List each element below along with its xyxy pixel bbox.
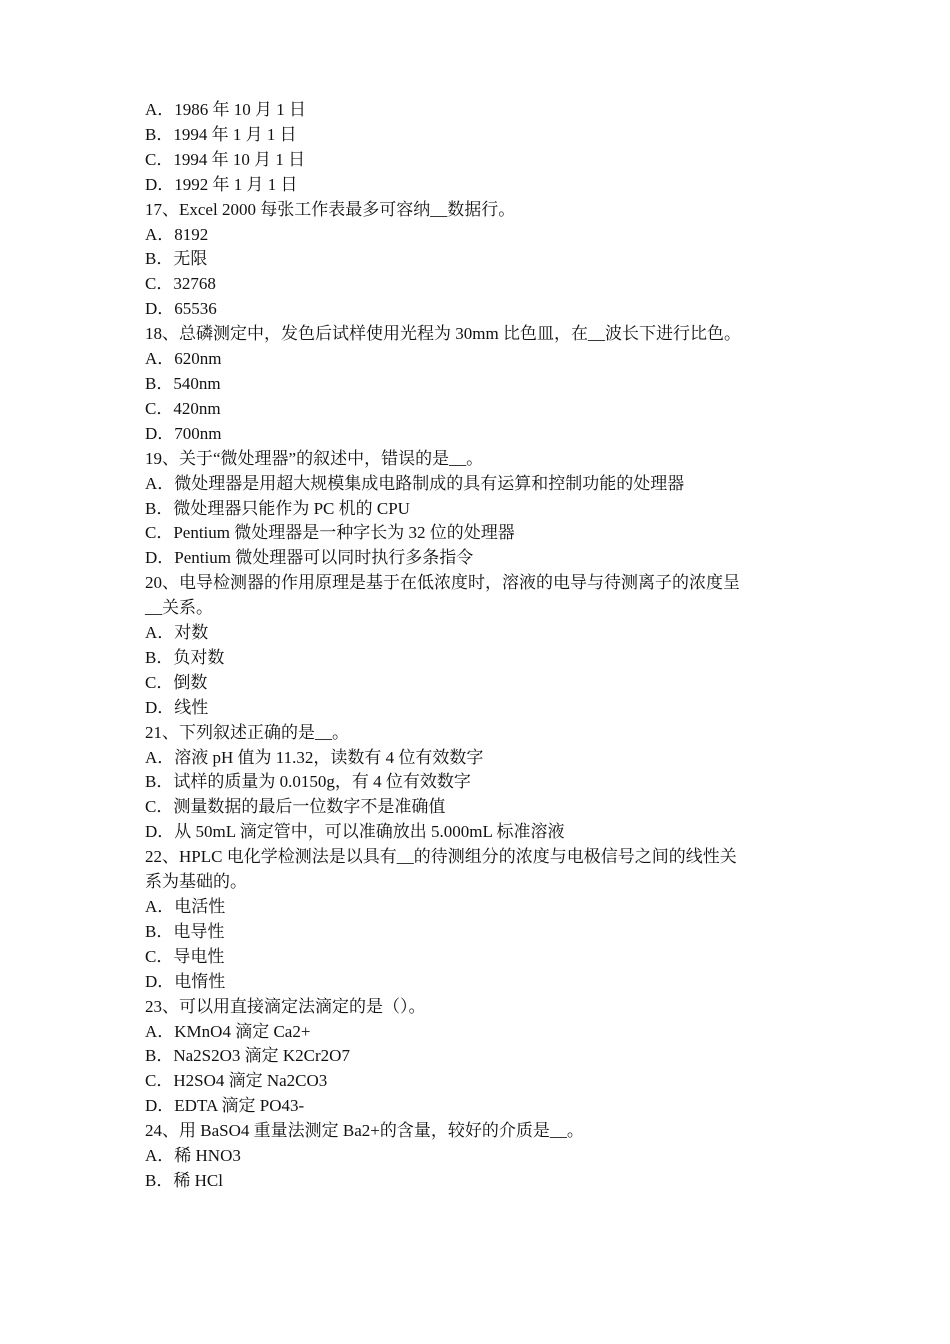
text-line: C．测量数据的最后一位数字不是准确值 [145,797,446,817]
text-line: B．540nm [145,373,221,393]
text-line: D．700nm [145,423,222,443]
text-line: A．对数 [145,623,209,643]
question-line: 17、Excel 2000 每张工作表最多可容纳__数据行。 [145,199,516,219]
question-line: __关系。 [145,598,213,618]
text-line: A．8192 [145,224,209,244]
text-line: D．65536 [145,299,217,319]
text-line: A．溶液 pH 值为 11.32，读数有 4 位有效数字 [145,747,484,767]
question-line: 22、HPLC 电化学检测法是以具有__的待测组分的浓度与电极信号之间的线性关 [145,847,737,867]
text-line: B．微处理器只能作为 PC 机的 CPU [145,498,410,518]
text-line: A．620nm [145,349,222,369]
question-line: 20、电导检测器的作用原理是基于在低浓度时，溶液的电导与待测离子的浓度呈 [145,573,740,593]
text-line: B．1994 年 1 月 1 日 [145,124,297,144]
document-page [145,98,815,1194]
text-line: C．1994 年 10 月 1 日 [145,149,306,169]
text-line: A．KMnO4 滴定 Ca2+ [145,1021,311,1041]
text-line: C．32768 [145,274,216,294]
text-line: A．1986 年 10 月 1 日 [145,100,307,119]
question-line: 21、下列叙述正确的是__。 [145,722,349,742]
text-line: D．电惰性 [145,971,226,991]
text-line: B．无限 [145,249,208,269]
question-line: 18、总磷测定中，发色后试样使用光程为 30mm 比色皿，在__波长下进行比色。 [145,324,741,344]
text-line: B．负对数 [145,647,225,667]
text-line: A．稀 HNO3 [145,1146,241,1166]
text-line: B．稀 HCl [145,1170,223,1190]
text-line: C．Pentium 微处理器是一种字长为 32 位的处理器 [145,523,515,543]
question-line: 系为基础的。 [145,872,247,892]
text-line: C．倒数 [145,672,208,692]
question-line: 19、关于“微处理器”的叙述中，错误的是__。 [145,448,484,468]
text-line: A．电活性 [145,897,226,916]
text-line: D．Pentium 微处理器可以同时执行多条指令 [145,548,474,568]
text-line: C．导电性 [145,946,225,966]
text-line: B．试样的质量为 0.0150g，有 4 位有效数字 [145,772,471,792]
text-line: C．420nm [145,398,221,418]
text-line: C．H2SO4 滴定 Na2CO3 [145,1071,328,1091]
text-line: D．1992 年 1 月 1 日 [145,174,298,194]
text-line: D．从 50mL 滴定管中，可以准确放出 5.000mL 标准溶液 [145,822,565,842]
question-line: 23、可以用直接滴定法滴定的是（）。 [145,996,426,1016]
text-line: D．EDTA 滴定 PO43- [145,1096,305,1116]
text-line: B．Na2S2O3 滴定 K2Cr2O7 [145,1046,350,1066]
text-line: A．微处理器是用超大规模集成电路制成的具有运算和控制功能的处理器 [145,473,685,493]
text-line: B．电导性 [145,921,225,941]
text-line: D．线性 [145,697,209,717]
question-line: 24、用 BaSO4 重量法测定 Ba2+的含量，较好的介质是__。 [145,1121,584,1141]
